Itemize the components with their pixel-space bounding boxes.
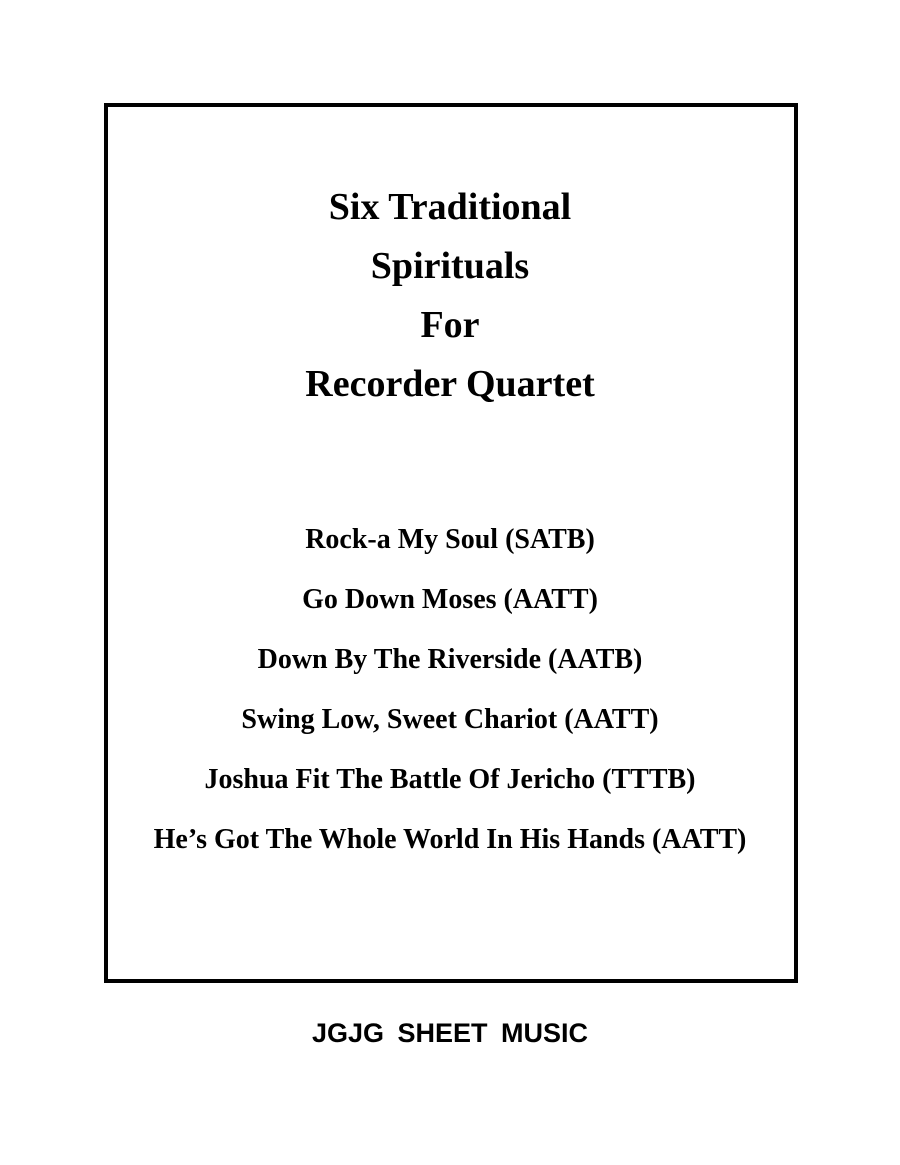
song-item-whole-world: He’s Got The Whole World In His Hands (AATT) (153, 824, 747, 855)
song-item-joshua-fit-the-battle: Joshua Fit The Battle Of Jericho (TTTB) (204, 764, 696, 795)
title-line-3: For (420, 304, 480, 346)
song-item-swing-low: Swing Low, Sweet Chariot (AATT) (241, 704, 659, 735)
publisher-name: JGJG SHEET MUSIC (311, 1018, 589, 1048)
song-item-down-by-the-riverside: Down By The Riverside (AATB) (257, 644, 643, 675)
title-line-2: Spirituals (370, 245, 530, 287)
song-item-go-down-moses: Go Down Moses (AATT) (302, 584, 598, 615)
title-line-4: Recorder Quartet (305, 363, 595, 405)
song-list (0, 510, 900, 870)
title-line-1: Six Traditional (328, 186, 572, 228)
song-item-rock-a-my-soul: Rock-a My Soul (SATB) (305, 524, 595, 555)
cover-title (0, 178, 900, 414)
